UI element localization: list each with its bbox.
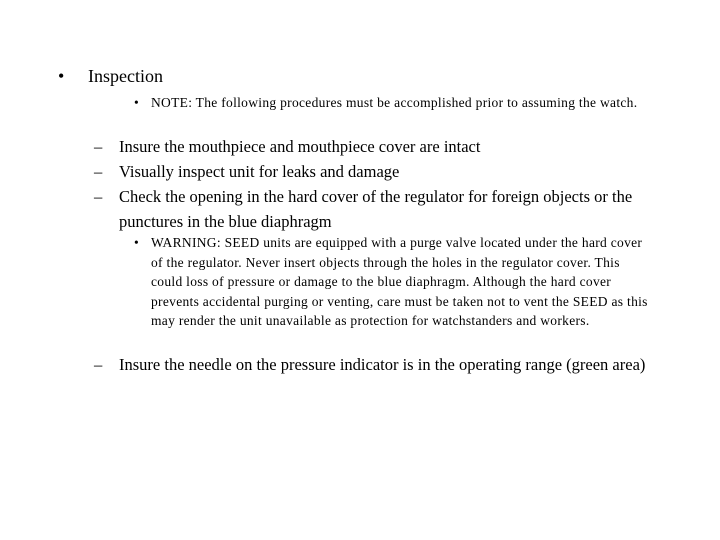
dash: – (94, 355, 103, 374)
item-text: Insure the needle on the pressure indicator is in the operating range (green area) (119, 355, 646, 374)
bullet: • (134, 235, 140, 250)
item-text: Check the opening in the hard cover of the regulator for foreign objects or the punctures in the blue diaphragm (119, 187, 633, 231)
list-item (94, 184, 664, 234)
note (134, 93, 661, 113)
dash: – (94, 137, 103, 156)
note-text: NOTE: The following procedures must be accomplished prior to assuming the watch. (151, 95, 638, 110)
dash: – (94, 187, 103, 206)
bullet: • (58, 66, 65, 86)
bullet: • (134, 95, 140, 110)
heading: Inspection (88, 66, 163, 86)
warning (134, 233, 651, 331)
dash: – (94, 162, 103, 181)
item-text: Visually inspect unit for leaks and damage (119, 162, 400, 181)
list-item (94, 134, 664, 159)
item-list (94, 134, 664, 234)
warning-text: WARNING: SEED units are equipped with a purge valve located under the hard cover of the regulator. Never insert objects through the holes in the regulator cover. This could loss of pressure or damage to the blue diaphragm. Although the hard cover prevents accidental purging or venting, care must be taken not to vent the SEED as this may render the unit unavailable as protection for watchstanders and workers. (151, 235, 648, 328)
list-item (94, 352, 664, 377)
list-item (94, 159, 664, 184)
item-text: Insure the mouthpiece and mouthpiece cover are intact (119, 137, 481, 156)
